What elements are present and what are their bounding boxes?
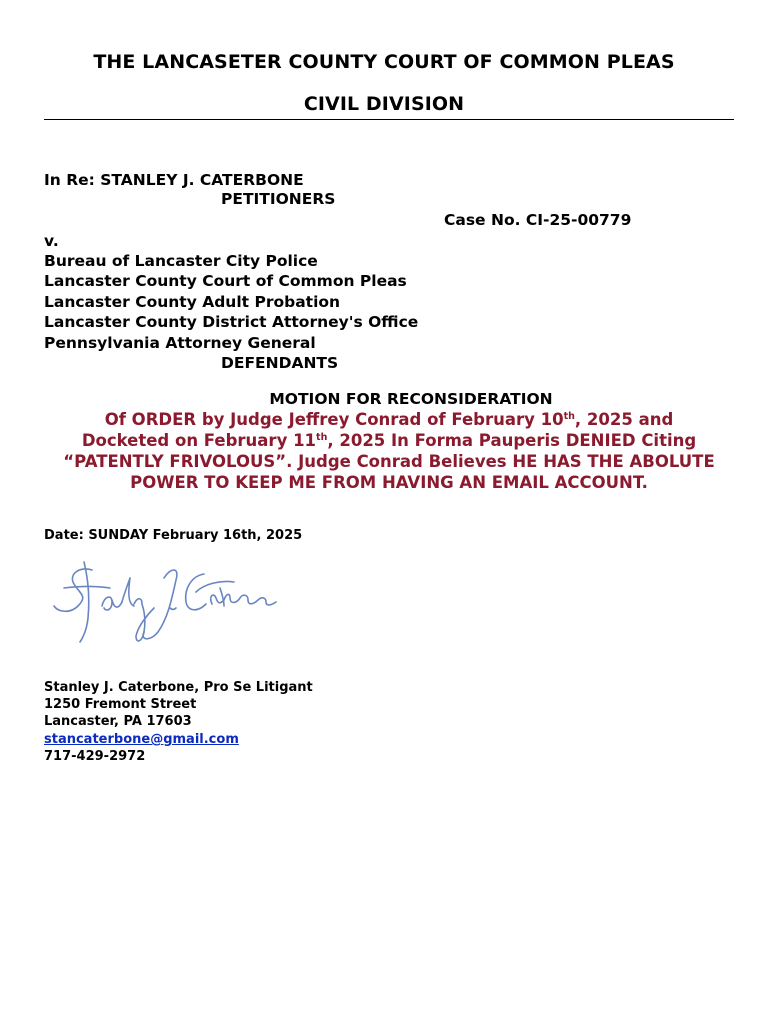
signature-stroke: [170, 608, 176, 610]
defendants-label: DEFENDANTS: [221, 354, 339, 372]
motion-text: , 2025 and: [574, 410, 674, 429]
ordinal-suffix: th: [316, 432, 328, 443]
motion-subtitle-line: “PATENTLY FRIVOLOUS”. Judge Conrad Believes HE HAS THE ABOLUTE: [63, 452, 715, 471]
signer-street: 1250 Fremont Street: [44, 697, 197, 712]
defendant-name: Bureau of Lancaster City Police: [44, 252, 318, 270]
signature-stroke: [143, 570, 177, 639]
case-number: Case No. CI-25-00779: [444, 211, 632, 229]
signer-name: Stanley J. Caterbone, Pro Se Litigant: [44, 680, 313, 695]
signature-stroke: [196, 581, 234, 592]
motion-subtitle-line: POWER TO KEEP ME FROM HAVING AN EMAIL ACCOUNT.: [130, 473, 648, 492]
motion-title: MOTION FOR RECONSIDERATION: [269, 390, 553, 408]
defendant-name: Pennsylvania Attorney General: [44, 334, 316, 352]
petitioners-label: PETITIONERS: [221, 190, 336, 208]
signature-stroke: [102, 597, 122, 610]
signature-stroke: [211, 594, 276, 605]
defendant-name: Lancaster County District Attorney's Office: [44, 313, 419, 331]
handwritten-signature: [44, 548, 294, 648]
defendant-name: Lancaster County Adult Probation: [44, 293, 341, 311]
motion-subtitle-line: [0, 431, 768, 451]
division-title: CIVIL DIVISION: [303, 93, 465, 115]
motion-text: Of ORDER by Judge Jeffrey Conrad of February 10: [104, 410, 564, 429]
in-re-line: In Re: STANLEY J. CATERBONE: [44, 171, 304, 189]
defendant-name: Lancaster County Court of Common Pleas: [44, 272, 407, 290]
motion-text: Docketed on February 11: [81, 431, 317, 450]
filing-date: Date: SUNDAY February 16th, 2025: [44, 528, 303, 543]
signature-stroke: [122, 578, 134, 606]
signer-email-link[interactable]: stancaterbone@gmail.com: [44, 732, 239, 747]
signer-city: Lancaster, PA 17603: [44, 714, 192, 729]
signer-phone: 717-429-2972: [44, 749, 146, 764]
versus-label: v.: [44, 232, 59, 250]
ordinal-suffix: th: [563, 411, 575, 422]
court-title: THE LANCASETER COUNTY COURT OF COMMON PLEAS: [93, 51, 675, 73]
signature-stroke: [64, 587, 110, 589]
motion-subtitle-line: [0, 410, 768, 430]
motion-text: , 2025 In Forma Pauperis DENIED Citing: [327, 431, 697, 450]
signature-stroke: [134, 599, 154, 641]
header-divider: [44, 119, 734, 120]
